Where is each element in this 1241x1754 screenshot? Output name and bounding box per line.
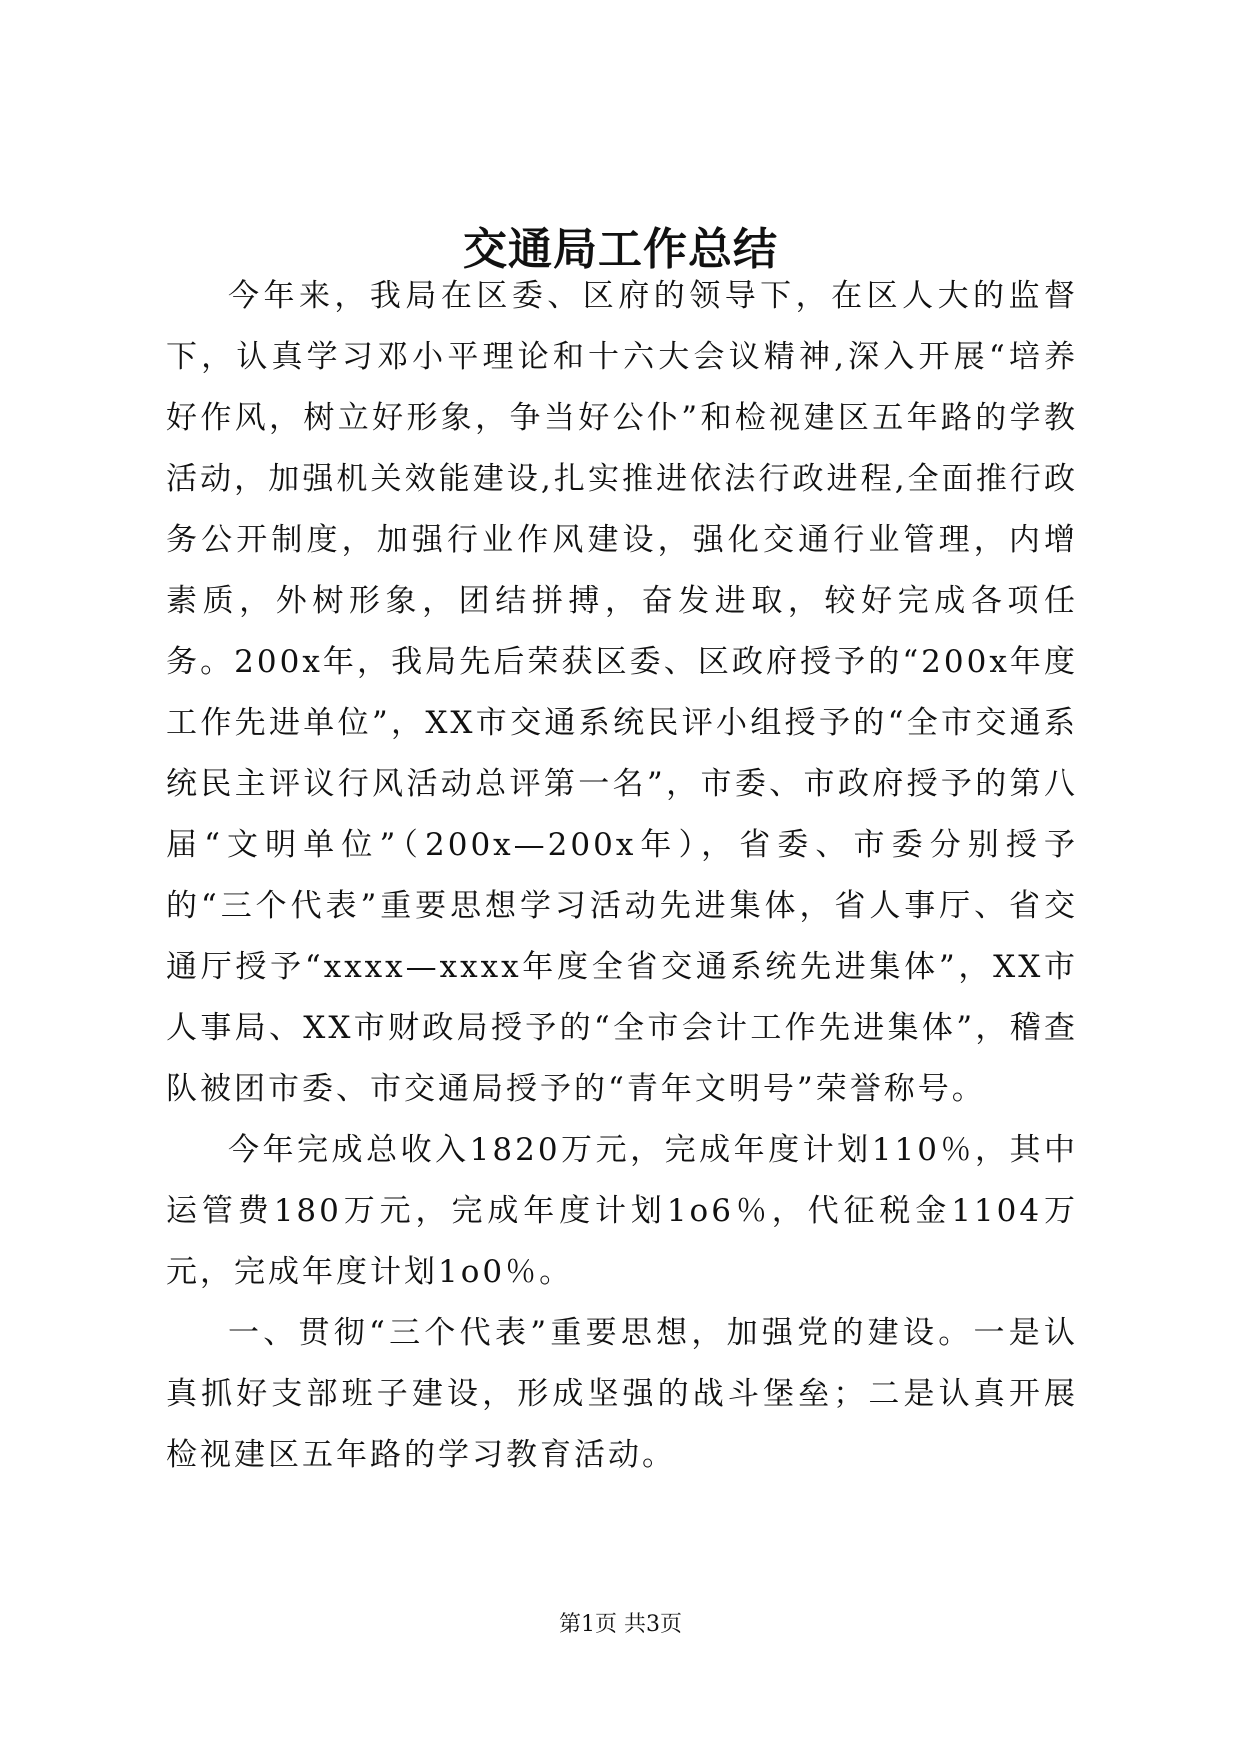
document-body (166, 266, 1078, 1486)
paragraph-party-building: 一、贯彻“三个代表”重要思想，加强党的建设。一是认真抓好支部班子建设，形成坚强的战斗堡垒；二是认真开展检视建区五年路的学习教育活动。 (166, 1315, 1078, 1473)
document-title: 交通局工作总结 (463, 224, 778, 275)
paragraph-revenue: 今年完成总收入1820万元，完成年度计划110％，其中运管费180万元，完成年度计划1o6％，代征税金1104万元，完成年度计划1o0％。 (166, 1132, 1078, 1290)
paragraph-intro: 今年来，我局在区委、区府的领导下，在区人大的监督下，认真学习邓小平理论和十六大会议精神,深入开展“培养好作风，树立好形象，争当好公仆”和检视建区五年路的学教活动，加强机关效能建设,扎实推进依法行政进程,全面推行政务公开制度，加强行业作风建设，强化交通行业管理，内增素质，外树形象，团结拼搏，奋发进取，较好完成各项任务。200x年，我局先后荣获区委、区政府授予的“200x年度工作先进单位”，XX市交通系统民评小组授予的“全市交通系统民主评议行风活动总评第一名”，市委、市政府授予的第八届“文明单位”（200x—200x年），省委、市委分别授予的“三个代表”重要思想学习活动先进集体，省人事厅、省交通厅授予“xxxx—xxxx年度全省交通系统先进集体”，XX市人事局、XX市财政局授予的“全市会计工作先进集体”，稽查队被团市委、市交通局授予的“青年文明号”荣誉称号。 (166, 278, 1078, 1107)
page-footer: 第1页 共3页 (559, 1612, 682, 1637)
